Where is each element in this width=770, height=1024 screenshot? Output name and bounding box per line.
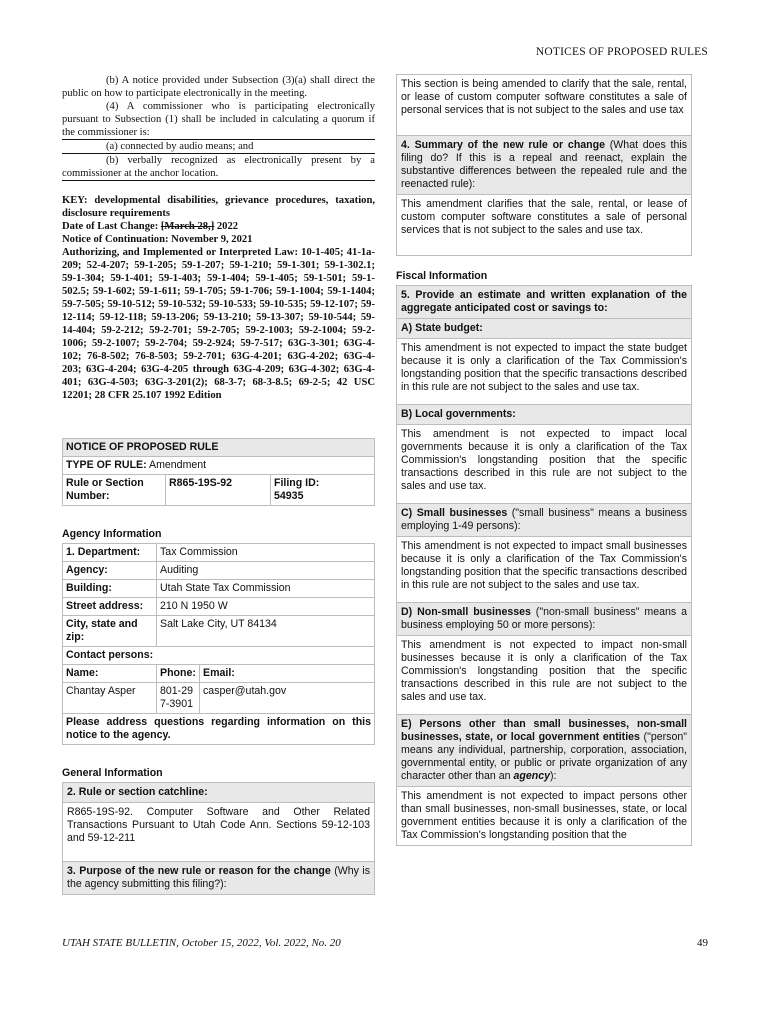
last-change-old: [March 28,] <box>160 221 215 232</box>
contact-email-header: Email: <box>200 665 375 683</box>
city-value: Salt Lake City, UT 84134 <box>157 616 375 647</box>
key-label: KEY: <box>62 195 88 206</box>
local-gov-value: This amendment is not expected to impact local governments because it is only a clarification of the Tax Commission's longstanding position that the specific transactions described in this rule are not subject to the sales and use tax. <box>396 425 692 504</box>
catchline-label: 2. Rule or section catchline: <box>62 782 375 803</box>
notice-table <box>62 438 375 506</box>
agency-value: Auditing <box>157 562 375 580</box>
agency-label: Agency: <box>63 562 157 580</box>
contact-phone: 801-297-3901 <box>157 683 200 714</box>
key-line <box>62 194 375 220</box>
building-value: Utah State Tax Commission <box>157 580 375 598</box>
type-value: Amendment <box>146 459 207 471</box>
footer-publication <box>62 937 341 949</box>
department-label: 1. Department: <box>63 544 157 562</box>
summary-sub: (What does this filing do? If this is a repeal and reenact, explain the substantive differences between the repealed rule and the reenacted rule): <box>401 139 687 190</box>
state-budget-value: This amendment is not expected to impact the state budget because it is only a clarification of the Tax Commission's longstanding position that the specific transactions described in this rule are not subject to the sales and use tax. <box>396 339 692 405</box>
filing-id-label: Filing ID: <box>274 477 320 489</box>
key-text: developmental disabilities, grievance procedures, taxation, disclosure requirements <box>62 195 375 219</box>
nonsmall-business-sub: ("non-small business" means a business employing 50 or more persons): <box>401 606 687 631</box>
state-budget-label: A) State budget: <box>396 319 692 339</box>
rule-text <box>62 74 375 181</box>
filing-id-value: 54935 <box>274 490 304 502</box>
persons-label: E) Persons other than small businesses, non-small businesses, state, or local government entities <box>401 718 687 743</box>
general-heading: General Information <box>62 767 163 779</box>
persons-label-cell <box>396 715 692 787</box>
nonsmall-business-label-cell <box>396 603 692 636</box>
page-header: NOTICES OF PROPOSED RULES <box>535 46 708 58</box>
right-column <box>396 74 692 846</box>
rule-number-label: Rule or Section Number: <box>63 475 166 506</box>
notice-title: NOTICE OF PROPOSED RULE <box>63 439 375 457</box>
street-value: 210 N 1950 W <box>157 598 375 616</box>
notice-box <box>62 438 375 506</box>
footer-page-number: 49 <box>697 937 708 949</box>
nonsmall-business-value: This amendment is not expected to impact non-small businesses because it is only a clarification of the Tax Commission's longstanding position that the specific transactions described in this rule are not subject to the sales and use tax. <box>396 636 692 715</box>
footer-publication-text: UTAH STATE BULLETIN, October 15, 2022, Vol. 2022, No. 20 <box>62 937 341 949</box>
key-block <box>62 194 375 402</box>
local-gov-label: B) Local governments: <box>396 405 692 425</box>
last-change-year: 2022 <box>214 221 239 232</box>
purpose-label-cell <box>62 862 375 895</box>
small-business-value: This amendment is not expected to impact small businesses because it is only a clarification of the Tax Commission's longstanding position that the specific transactions described in this rule are not subject to the sales and use tax. <box>396 537 692 603</box>
rule-subsection-4: (4) A commissioner who is participating electronically pursuant to Subsection (1) shall be included in calculating a quorum if the commissioner is: <box>62 101 375 138</box>
authorizing-law: Authorizing, and Implemented or Interpreted Law: 10-1-405; 41-1a-209; 52-4-207; 59-1-205; 59-1-207; 59-1-210; 59-1-301; 59-1-302.1; 59-1-304; 59-1-401; 59-1-403; 59-1-404; 59-1-405; 59-1-501; 59-1-502.5; 59-1-602; 59-1-611; 59-1-705; 59-1-706; 59-1-1004; 59-1-1404; 59-7-505; 59-10-512; 59-10-532; 59-10-533; 59-10-535; 59-12-107; 59-12-114; 59-12-118; 59-13-206; 59-13-210; 59-13-307; 59-10-544; 59-14-404; 59-2-212; 59-2-701; 59-2-705; 59-2-1003; 59-2-1004; 59-2-1006; 59-2-1007; 59-2-704; 59-2-924; 59-7-517; 63G-3-301; 63G-4-102; 76-8-502; 76-8-503; 59-2-701; 63G-4-201; 63G-4-202; 63G-4-203; 63G-4-204; 63G-4-205 through 63G-4-209; 63G-4-302; 63G-4-401; 63G-4-503; 63G-3-201(2); 68-3-7; 68-3-8.5; 69-2-5; 42 USC 12201; 28 CFR 25.107 1992 Edition <box>62 247 375 401</box>
department-value: Tax Commission <box>157 544 375 562</box>
filing-id-cell <box>271 475 375 506</box>
rule-subsection-a: (a) connected by audio means; and <box>62 140 375 154</box>
last-change-label: Date of Last Change: <box>62 221 161 232</box>
type-of-rule-cell <box>63 457 375 475</box>
persons-sub-end: ): <box>550 770 557 782</box>
contact-phone-header: Phone: <box>157 665 200 683</box>
contact-persons-label: Contact persons: <box>63 647 375 665</box>
small-business-sub: ("small business" means a business employing 1-49 persons): <box>401 507 687 532</box>
persons-sub-agency: agency <box>513 770 550 782</box>
purpose-sub: (Why is the agency submitting this filing?): <box>67 865 370 890</box>
address-note: Please address questions regarding information on this notice to the agency. <box>63 714 375 745</box>
agency-box <box>62 543 375 745</box>
catchline-value: R865-19S-92. Computer Software and Other Related Transactions Pursuant to Utah Code Ann. Sections 59-12-103 and 59-12-211 <box>62 803 375 862</box>
small-business-label-cell <box>396 504 692 537</box>
persons-sub: ("person" means any individual, partnership, corporation, association, governmental entity, or public or private organization of any character other than an <box>401 731 687 782</box>
type-label: TYPE OF RULE: <box>66 459 147 471</box>
left-column <box>62 74 375 895</box>
nonsmall-business-label: D) Non-small businesses <box>401 606 531 618</box>
agency-table <box>62 543 375 745</box>
rule-subsection-b-notice: (b) A notice provided under Subsection (3)(a) shall direct the public on how to participate electronically in the meeting. <box>62 75 375 99</box>
continuation-line: Notice of Continuation: November 9, 2021 <box>62 234 253 245</box>
street-label: Street address: <box>63 598 157 616</box>
general-box <box>62 782 375 895</box>
city-label: City, state and zip: <box>63 616 157 647</box>
agency-heading: Agency Information <box>62 528 162 540</box>
purpose-value: This section is being amended to clarify that the sale, rental, or lease of custom computer software constitutes a sale of personal services that is not subject to the sales and use tax <box>396 74 692 136</box>
summary-value: This amendment clarifies that the sale, rental, or lease of custom computer software constitutes a sale of personal services that is not subject to the sales and use tax. <box>396 195 692 256</box>
summary-label-cell <box>396 136 692 195</box>
building-label: Building: <box>63 580 157 598</box>
rule-number-value: R865-19S-92 <box>166 475 271 506</box>
estimate-label: 5. Provide an estimate and written explanation of the aggregate anticipated cost or savings to: <box>396 285 692 319</box>
contact-email[interactable]: casper@utah.gov <box>200 683 375 714</box>
summary-label: 4. Summary of the new rule or change <box>401 139 606 151</box>
contact-name: Chantay Asper <box>63 683 157 714</box>
last-change-line <box>62 220 375 233</box>
contact-name-header: Name: <box>63 665 157 683</box>
rule-subsection-b-verbal: (b) verbally recognized as electronically present by a commissioner at the anchor location. <box>62 155 375 179</box>
purpose-label: 3. Purpose of the new rule or reason for the change <box>67 865 331 877</box>
small-business-label: C) Small businesses <box>401 507 508 519</box>
fiscal-heading: Fiscal Information <box>396 270 488 282</box>
persons-value: This amendment is not expected to impact persons other than small businesses, non-small businesses, state, or local government entities because it is only a clarification of the Tax Commission's longstanding position that the <box>396 787 692 846</box>
